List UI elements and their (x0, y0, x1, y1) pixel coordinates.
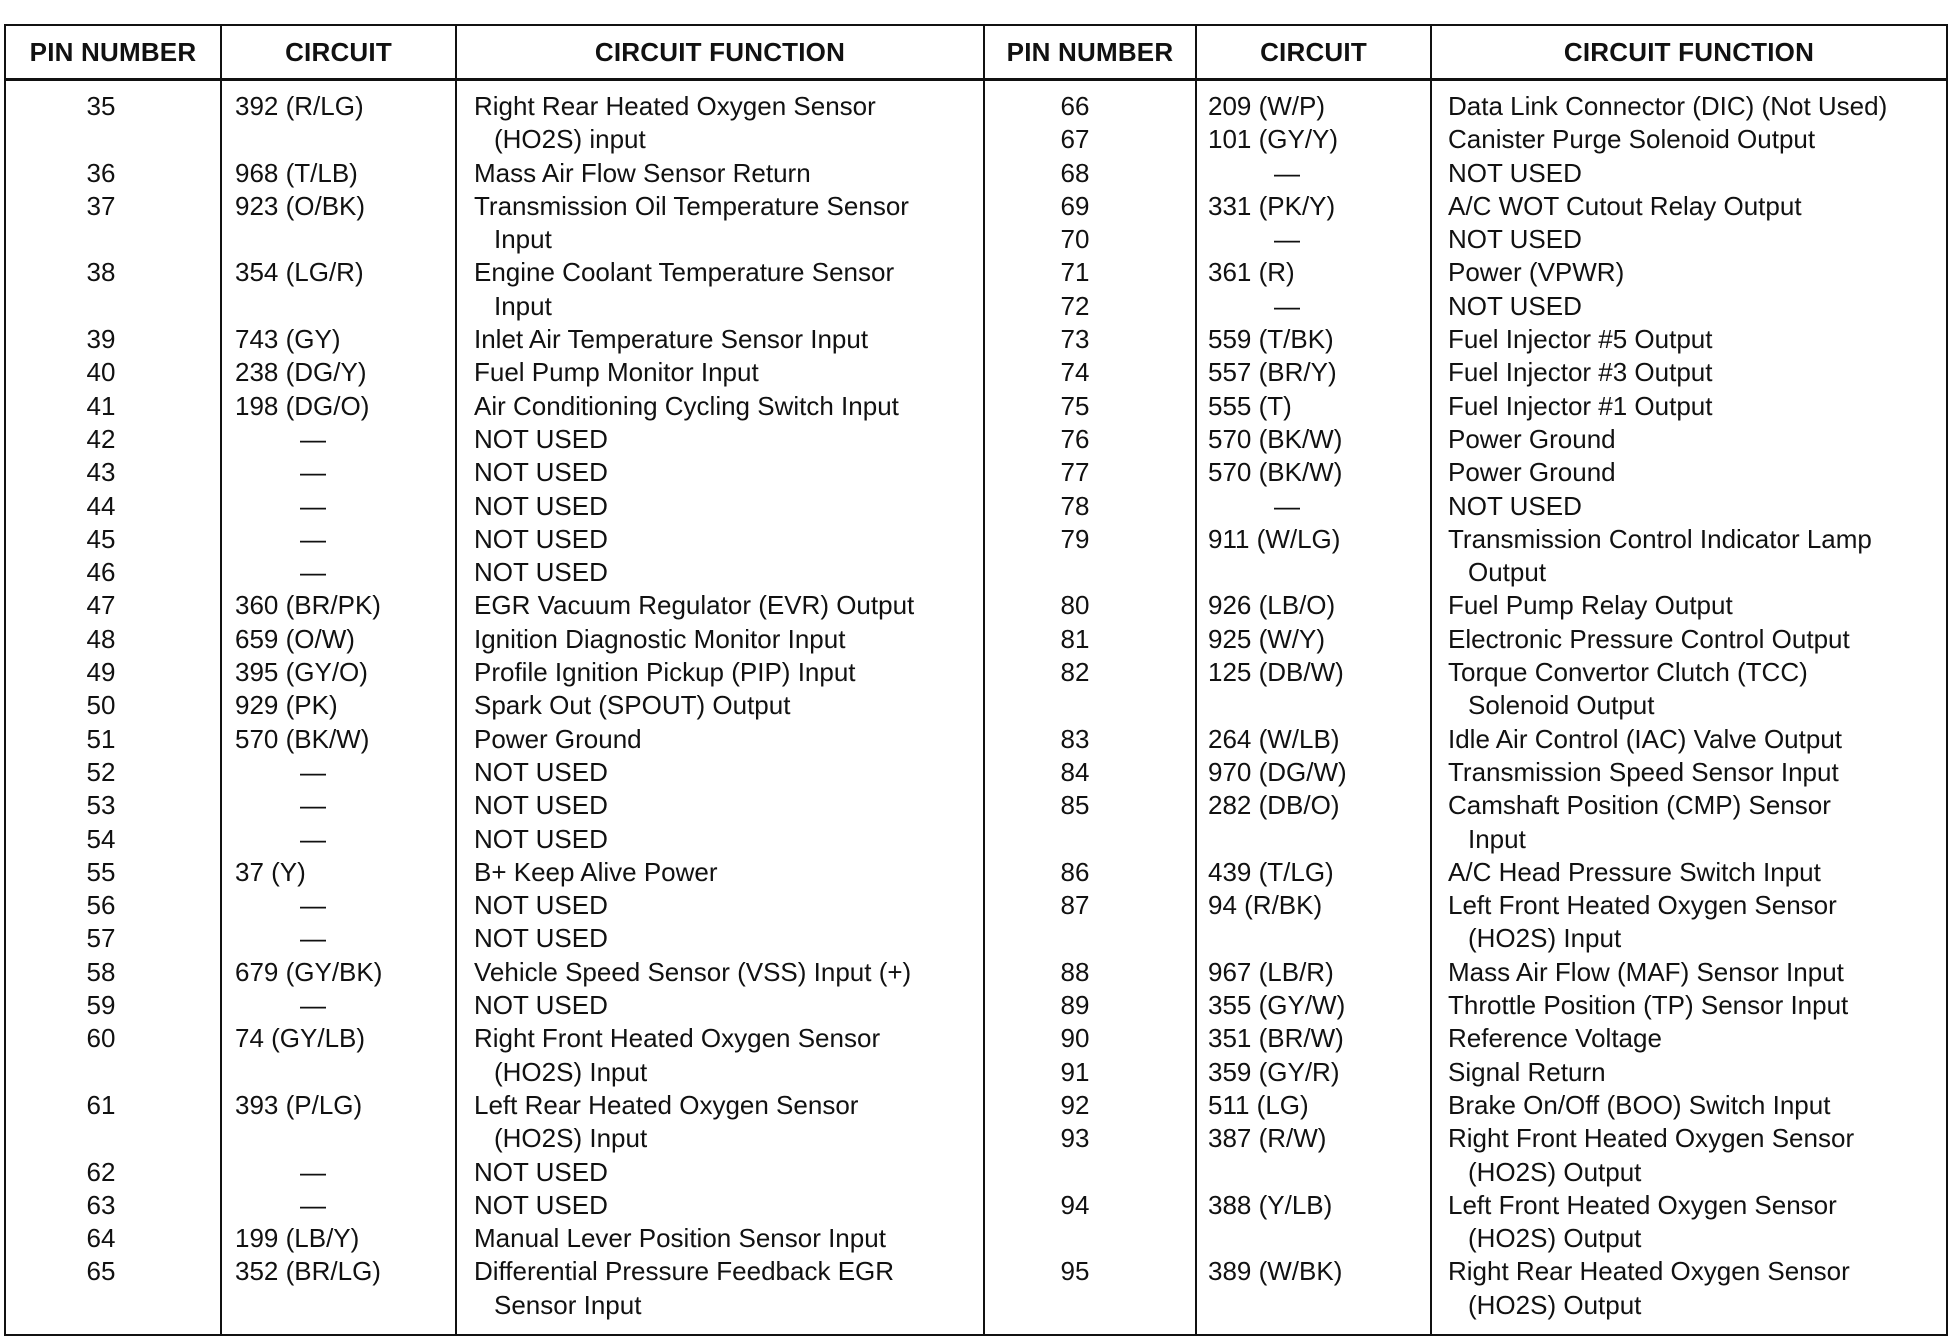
circuit-value: 282 (DB/O) (1208, 790, 1340, 821)
pin-number: 58 (86, 956, 116, 987)
function-line: Signal Return (1448, 1056, 1606, 1087)
pin-number: 54 (86, 823, 116, 854)
table-row (6, 589, 1946, 622)
function-line: Right Rear Heated Oxygen Sensor (474, 91, 876, 121)
circuit-value: 923 (O/BK) (235, 190, 366, 221)
circuit-value: 209 (W/P) (1208, 91, 1326, 121)
table-row (6, 290, 1946, 323)
function-line: NOT USED (474, 823, 608, 854)
table-row (6, 756, 1946, 789)
pin-number: 44 (86, 490, 116, 521)
function-line: Power Ground (474, 723, 642, 754)
function-line: Idle Air Control (IAC) Valve Output (1448, 723, 1843, 754)
circuit-value: — (300, 756, 326, 787)
circuit-value: 351 (BR/W) (1208, 1023, 1344, 1054)
function-line: Fuel Injector #5 Output (1448, 324, 1713, 355)
circuit-value: — (1274, 490, 1300, 521)
pin-number: 94 (1060, 1189, 1090, 1220)
function-line: Fuel Injector #3 Output (1448, 357, 1713, 388)
circuit-value: 925 (W/Y) (1208, 623, 1326, 654)
circuit-value: — (300, 557, 326, 588)
table-row (6, 656, 1946, 723)
circuit-value: — (1274, 290, 1300, 321)
function-line: Fuel Pump Monitor Input (474, 357, 759, 388)
circuit-function (1448, 1189, 1837, 1256)
circuit-value: 926 (LB/O) (1208, 590, 1336, 621)
circuit-value: 743 (GY) (235, 324, 341, 355)
function-line: NOT USED (474, 756, 608, 787)
function-line: (HO2S) Output (1468, 1289, 1642, 1320)
table-row (6, 956, 1946, 989)
function-line: Left Front Heated Oxygen Sensor (1448, 890, 1837, 921)
pin-number: 63 (86, 1189, 116, 1220)
pin-number: 48 (86, 623, 116, 654)
pin-number: 78 (1060, 490, 1090, 521)
circuit-function (1448, 90, 1887, 123)
function-line: Torque Convertor Clutch (TCC) (1448, 657, 1808, 688)
circuit-function (1448, 423, 1616, 456)
table-row (6, 889, 1946, 956)
pin-number: 87 (1060, 890, 1090, 921)
pin-number: 90 (1060, 1023, 1090, 1054)
table-row (6, 1189, 1946, 1256)
pin-number: 84 (1060, 756, 1090, 787)
function-line: NOT USED (474, 923, 608, 954)
header-circuit-left: CIRCUIT (285, 37, 392, 67)
pin-number: 76 (1060, 423, 1090, 454)
pin-number: 74 (1060, 357, 1090, 388)
header-function-right: CIRCUIT FUNCTION (1563, 37, 1815, 67)
circuit-value: 559 (T/BK) (1208, 324, 1334, 355)
circuit-value: 570 (BK/W) (235, 723, 370, 754)
table-row (6, 856, 1946, 889)
function-line: Right Front Heated Oxygen Sensor (1448, 1123, 1855, 1154)
circuit-function (1448, 123, 1815, 156)
function-line: NOT USED (474, 523, 608, 554)
function-line: NOT USED (474, 557, 608, 588)
pin-number: 81 (1060, 623, 1090, 654)
circuit-function (1448, 956, 1844, 989)
circuit-function (1448, 490, 1582, 523)
circuit-value: 387 (R/W) (1208, 1123, 1327, 1154)
table-row (6, 490, 1946, 523)
pin-number: 66 (1060, 91, 1090, 121)
function-line: Engine Coolant Temperature Sensor (474, 257, 895, 288)
circuit-value: 970 (DG/W) (1208, 756, 1347, 787)
circuit-value: 361 (R) (1208, 257, 1295, 288)
pin-number: 68 (1060, 157, 1090, 188)
function-line: NOT USED (474, 990, 608, 1021)
table-row (6, 1022, 1946, 1055)
table-row (6, 356, 1946, 389)
function-line: Spark Out (SPOUT) Output (474, 690, 791, 721)
pin-number: 36 (86, 157, 116, 188)
pin-number: 60 (86, 1023, 116, 1054)
pin-number: 39 (86, 324, 116, 355)
circuit-value: 570 (BK/W) (1208, 423, 1343, 454)
circuit-value: 911 (W/LG) (1208, 523, 1341, 554)
function-line: A/C WOT Cutout Relay Output (1448, 190, 1802, 221)
function-line: EGR Vacuum Regulator (EVR) Output (474, 590, 915, 621)
function-line: Inlet Air Temperature Sensor Input (474, 324, 869, 355)
pin-number: 47 (86, 590, 116, 621)
header-divider (6, 78, 1946, 81)
circuit-value: — (300, 923, 326, 954)
circuit-function (1448, 989, 1848, 1022)
pin-number: 70 (1060, 224, 1090, 255)
circuit-function (1448, 1056, 1606, 1089)
circuit-value: 393 (P/LG) (235, 1089, 363, 1120)
function-line: NOT USED (1448, 157, 1582, 188)
circuit-value: 352 (BR/LG) (235, 1256, 381, 1287)
circuit-value: — (300, 1156, 326, 1187)
function-line: NOT USED (474, 457, 608, 488)
function-line: NOT USED (1448, 490, 1582, 521)
pin-number: 62 (86, 1156, 116, 1187)
function-line: NOT USED (474, 790, 608, 821)
function-line: Manual Lever Position Sensor Input (474, 1223, 886, 1254)
pin-number: 37 (86, 190, 116, 221)
pin-number: 73 (1060, 324, 1090, 355)
right-table-body (6, 90, 1946, 1322)
function-line: NOT USED (474, 490, 608, 521)
table-row (6, 623, 1946, 656)
circuit-function (1448, 723, 1842, 756)
circuit-value: 557 (BR/Y) (1208, 357, 1337, 388)
pin-number: 93 (1060, 1123, 1090, 1154)
function-line: Camshaft Position (CMP) Sensor (1448, 790, 1831, 821)
pin-number: 91 (1060, 1056, 1090, 1087)
function-line: Fuel Injector #1 Output (1448, 390, 1713, 421)
circuit-value: 555 (T) (1208, 390, 1292, 421)
pin-number: 89 (1060, 990, 1090, 1021)
circuit-value: 94 (R/BK) (1208, 890, 1323, 921)
circuit-value: 570 (BK/W) (1208, 457, 1343, 488)
function-line: Air Conditioning Cycling Switch Input (474, 390, 899, 421)
circuit-value: — (300, 1189, 326, 1220)
pin-number: 50 (86, 690, 116, 721)
pin-number: 41 (86, 390, 116, 421)
pin-number: 61 (86, 1089, 116, 1120)
circuit-value: 395 (GY/O) (235, 657, 368, 688)
function-line: Ignition Diagnostic Monitor Input (474, 623, 846, 654)
circuit-value: 967 (LB/R) (1208, 956, 1334, 987)
function-line: Transmission Speed Sensor Input (1448, 756, 1839, 787)
function-line: A/C Head Pressure Switch Input (1448, 856, 1821, 887)
pin-number: 51 (86, 723, 116, 754)
function-line: Reference Voltage (1448, 1023, 1662, 1054)
circuit-value: — (300, 990, 326, 1021)
circuit-value: 360 (BR/PK) (235, 590, 381, 621)
function-line: Output (1468, 557, 1547, 588)
circuit-value: 511 (LG) (1208, 1089, 1309, 1120)
function-line: Input (494, 290, 552, 321)
function-line: (HO2S) Input (494, 1123, 648, 1154)
circuit-function (1448, 223, 1582, 256)
pin-number: 55 (86, 856, 116, 887)
circuit-value: — (300, 823, 326, 854)
pin-number: 52 (86, 756, 116, 787)
circuit-function (1448, 323, 1712, 356)
function-line: NOT USED (474, 890, 608, 921)
circuit-function (1448, 1122, 1854, 1189)
pin-number: 45 (86, 523, 116, 554)
pin-number: 57 (86, 923, 116, 954)
circuit-function (1448, 589, 1733, 622)
function-line: Power (VPWR) (1448, 257, 1625, 288)
circuit-value: 264 (W/LB) (1208, 723, 1340, 754)
pin-number: 80 (1060, 590, 1090, 621)
table-row (6, 1255, 1946, 1322)
function-line: Power Ground (1448, 457, 1616, 488)
function-line: Electronic Pressure Control Output (1448, 623, 1850, 654)
function-line: Throttle Position (TP) Sensor Input (1448, 990, 1849, 1021)
circuit-value: 238 (DG/Y) (235, 357, 367, 388)
circuit-value: 359 (GY/R) (1208, 1056, 1340, 1087)
function-line: Right Rear Heated Oxygen Sensor (1448, 1256, 1850, 1287)
pin-number: 88 (1060, 956, 1090, 987)
circuit-function (1448, 1255, 1850, 1322)
table-row (6, 456, 1946, 489)
circuit-value: 388 (Y/LB) (1208, 1189, 1333, 1220)
circuit-function (1448, 456, 1616, 489)
circuit-function (1448, 523, 1872, 590)
function-line: NOT USED (474, 1156, 608, 1187)
pin-number: 53 (86, 790, 116, 821)
pin-number: 64 (86, 1223, 116, 1254)
circuit-function (1448, 290, 1582, 323)
circuit-function (1448, 789, 1831, 856)
circuit-value: 198 (DG/O) (235, 390, 370, 421)
function-line: Mass Air Flow (MAF) Sensor Input (1448, 956, 1844, 987)
circuit-value: — (300, 790, 326, 821)
function-line: Input (494, 224, 552, 255)
circuit-value: — (300, 890, 326, 921)
function-line: Right Front Heated Oxygen Sensor (474, 1023, 881, 1054)
function-line: Fuel Pump Relay Output (1448, 590, 1733, 621)
pin-number: 42 (86, 423, 116, 454)
table-row (6, 256, 1946, 289)
pin-number: 79 (1060, 523, 1090, 554)
circuit-value: 199 (LB/Y) (235, 1223, 360, 1254)
function-line: NOT USED (474, 423, 608, 454)
function-line: Profile Ignition Pickup (PIP) Input (474, 657, 856, 688)
function-line: NOT USED (474, 1189, 608, 1220)
circuit-function (1448, 623, 1850, 656)
pin-number: 49 (86, 657, 116, 688)
table-row (6, 223, 1946, 256)
circuit-function (1448, 656, 1808, 723)
pin-number: 43 (86, 457, 116, 488)
header-function-left: CIRCUIT FUNCTION (594, 37, 846, 67)
function-line: (HO2S) Output (1468, 1156, 1642, 1187)
pin-number: 75 (1060, 390, 1090, 421)
circuit-function (1448, 856, 1821, 889)
pin-number: 65 (86, 1256, 116, 1287)
circuit-function (1448, 889, 1837, 956)
circuit-value: — (300, 523, 326, 554)
circuit-function (1448, 1089, 1830, 1122)
pin-number: 38 (86, 257, 116, 288)
pin-number: 95 (1060, 1256, 1090, 1287)
function-line: Transmission Oil Temperature Sensor (474, 190, 909, 221)
table-row (6, 157, 1946, 190)
circuit-function (1448, 756, 1839, 789)
circuit-value: — (1274, 157, 1300, 188)
pin-number: 35 (86, 91, 116, 121)
function-line: (HO2S) Output (1468, 1223, 1642, 1254)
circuit-value: 74 (GY/LB) (235, 1023, 366, 1054)
pin-number: 46 (86, 557, 116, 588)
table-row (6, 1122, 1946, 1189)
pinout-table (4, 24, 1948, 1336)
circuit-value: 331 (PK/Y) (1208, 190, 1336, 221)
table-row (6, 90, 1946, 123)
function-line: (HO2S) Input (494, 1056, 648, 1087)
function-line: Data Link Connector (DIC) (Not Used) (1448, 91, 1888, 121)
circuit-value: — (300, 423, 326, 454)
pin-number: 56 (86, 890, 116, 921)
table-row (6, 390, 1946, 423)
table-row (6, 523, 1946, 590)
table-row (6, 323, 1946, 356)
pin-number: 92 (1060, 1089, 1090, 1120)
circuit-value: — (1274, 224, 1300, 255)
function-line: NOT USED (1448, 224, 1582, 255)
circuit-value: 389 (W/BK) (1208, 1256, 1343, 1287)
circuit-value: 37 (Y) (235, 856, 306, 887)
pin-number: 40 (86, 357, 116, 388)
function-line: (HO2S) input (494, 124, 646, 155)
table-row (6, 123, 1946, 156)
function-line: Power Ground (1448, 423, 1616, 454)
pin-number: 72 (1060, 290, 1090, 321)
circuit-function (1448, 390, 1712, 423)
pin-number: 86 (1060, 856, 1090, 887)
pin-number: 83 (1060, 723, 1090, 754)
circuit-value: 679 (GY/BK) (235, 956, 383, 987)
circuit-value: 125 (DB/W) (1208, 657, 1344, 688)
circuit-value: 439 (T/LG) (1208, 856, 1334, 887)
function-line: NOT USED (1448, 290, 1582, 321)
table-row (6, 423, 1946, 456)
circuit-value: 929 (PK) (235, 690, 338, 721)
circuit-function (1448, 1022, 1662, 1055)
header-circuit-right: CIRCUIT (1260, 37, 1367, 67)
pin-number: 59 (86, 990, 116, 1021)
table-row (6, 1089, 1946, 1122)
function-line: Left Rear Heated Oxygen Sensor (474, 1089, 859, 1120)
function-line: Vehicle Speed Sensor (VSS) Input (+) (474, 956, 912, 987)
table-row (6, 190, 1946, 223)
function-line: Transmission Control Indicator Lamp (1448, 523, 1872, 554)
table-row (6, 789, 1946, 856)
circuit-function (1448, 356, 1712, 389)
function-line: Left Front Heated Oxygen Sensor (1448, 1189, 1837, 1220)
table-row (6, 989, 1946, 1022)
table-row (6, 1056, 1946, 1089)
function-line: Solenoid Output (1468, 690, 1655, 721)
function-line: Mass Air Flow Sensor Return (474, 157, 811, 188)
pin-number: 82 (1060, 657, 1090, 688)
pin-number: 71 (1060, 257, 1090, 288)
pin-number: 67 (1060, 124, 1090, 155)
circuit-value: 101 (GY/Y) (1208, 124, 1339, 155)
function-line: Brake On/Off (BOO) Switch Input (1448, 1089, 1831, 1120)
function-line: Input (1468, 823, 1526, 854)
circuit-function (1448, 157, 1582, 190)
circuit-value: — (300, 457, 326, 488)
pin-number: 77 (1060, 457, 1090, 488)
header-pin-right: PIN NUMBER (1006, 37, 1174, 67)
function-line: Sensor Input (494, 1289, 642, 1320)
function-line: (HO2S) Input (1468, 923, 1622, 954)
circuit-value: 354 (LG/R) (235, 257, 364, 288)
circuit-function (1448, 190, 1802, 223)
function-line: B+ Keep Alive Power (474, 856, 718, 887)
table-row (6, 723, 1946, 756)
pin-number: 85 (1060, 790, 1090, 821)
function-line: Canister Purge Solenoid Output (1448, 124, 1816, 155)
circuit-value: — (300, 490, 326, 521)
function-line: Differential Pressure Feedback EGR (474, 1256, 895, 1287)
circuit-value: 392 (R/LG) (235, 91, 364, 121)
circuit-value: 968 (T/LB) (235, 157, 358, 188)
circuit-function (1448, 256, 1624, 289)
pin-number: 69 (1060, 190, 1090, 221)
header-pin-left: PIN NUMBER (29, 37, 197, 67)
circuit-value: 659 (O/W) (235, 623, 355, 654)
circuit-value: 355 (GY/W) (1208, 990, 1346, 1021)
